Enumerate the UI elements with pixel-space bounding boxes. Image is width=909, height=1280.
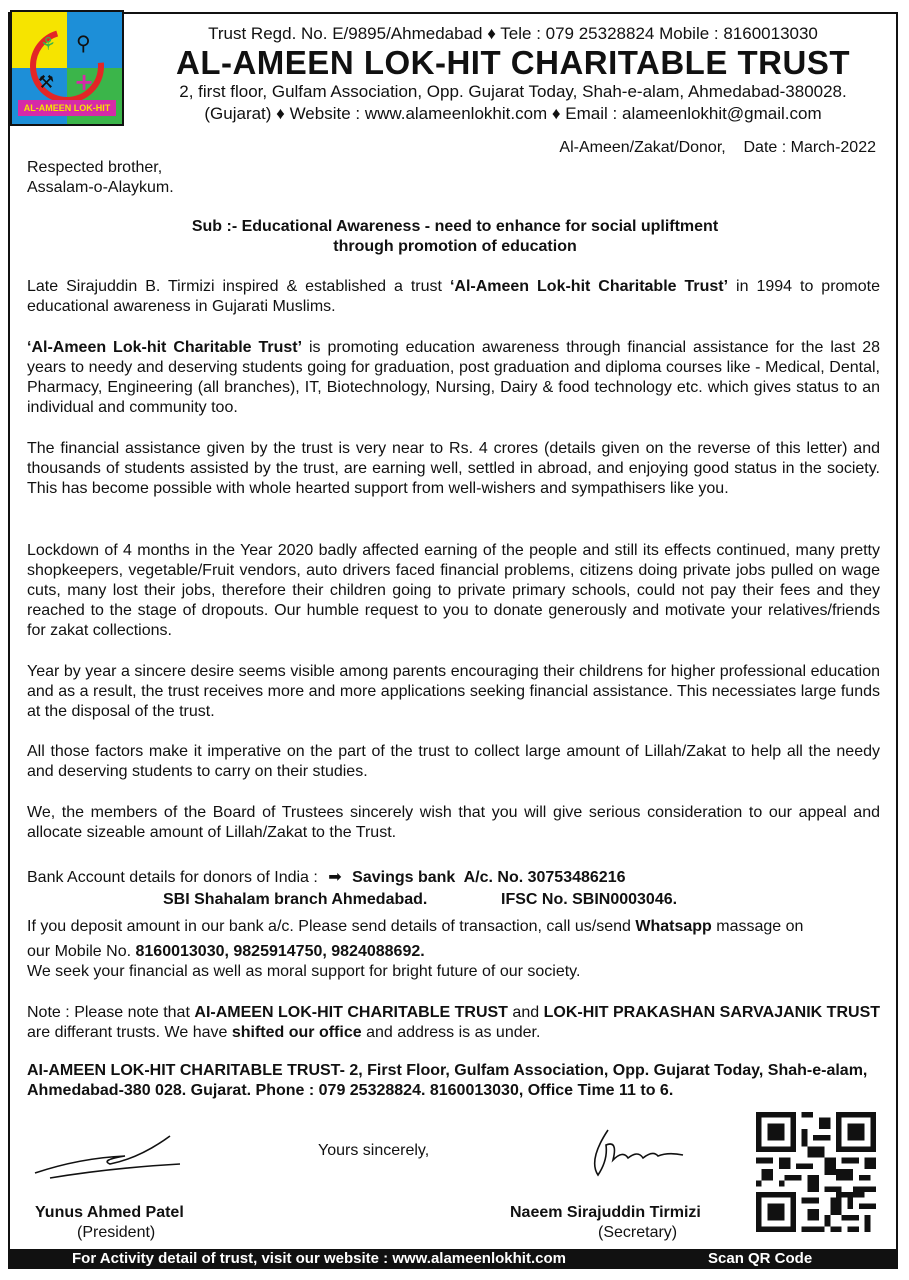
logo-text: AL-AMEEN LOK-HIT: [23, 103, 111, 113]
paragraph-4: Lockdown of 4 months in the Year 2020 badly affected earning of the people and still its effects continued, many pretty shopkeepers, vegetable/Fruit vendors, auto drivers faced financial problems, citizens doing private jobs pulled on wage cuts, many lost their jobs, therefore their children going to private primary schools, could not pay their fees and they reached to the stage of dropouts. Our humble request to you to donate generously and motivate your relatives/friends for zakat collections.: [27, 542, 880, 639]
deposit-text-b: massage on: [711, 918, 804, 935]
p1-text-b: in 1994 to promote educational awareness in Gujarati Muslims.: [27, 278, 881, 315]
paragraph-3: The financial assistance given by the trust is very near to Rs. 4 crores (details given on the reverse of this letter) and thousands of students assisted by the trust, are earning well, settled in abroad, and enjoying good status in the society. This has become possible with whole hearted support from well-wishers and sympathisers like you.: [27, 440, 880, 497]
note-shifted: shifted our office: [231, 1024, 362, 1041]
greeting: [27, 158, 174, 198]
president-name: Yunus Ahmed Patel: [35, 1204, 184, 1221]
paragraph-5: Year by year a sincere desire seems visible among parents encouraging their childrens for higher professional education and as a result, the trust receives more and more applications seeking financial assistance. This necessiates large funds at the disposal of the trust.: [27, 663, 880, 720]
note-a: Note : Please note that: [27, 1004, 195, 1021]
bank-details-line: [27, 867, 626, 887]
mobile-numbers: 8160013030, 9825914750, 9824088692.: [135, 943, 425, 960]
greeting-line-2: Assalam-o-Alaykum.: [27, 179, 174, 196]
svg-text:⚒: ⚒: [38, 72, 55, 93]
note-e: are differant trusts. We have: [27, 1024, 232, 1041]
footer-qr-text: Scan QR Code: [708, 1250, 813, 1267]
secretary-signature: [578, 1120, 688, 1190]
footer-bar: [8, 1249, 898, 1269]
p2-trust-name: ‘Al-Ameen Lok-hit Charitable Trust’: [27, 339, 303, 356]
whatsapp-label: Whatsapp: [635, 918, 712, 935]
reference-date: Al-Ameen/Zakat/Donor, Date : March-2022: [559, 139, 876, 156]
deposit-instruction: [27, 918, 803, 936]
secretary-role: (Secretary): [598, 1224, 678, 1241]
ifsc-code: IFSC No. SBIN0003046.: [501, 891, 678, 908]
support-line: We seek your financial as well as moral support for bright future of our society.: [27, 963, 581, 980]
president-role: (President): [77, 1224, 156, 1241]
trust-name-heading: AL-AMEEN LOK-HIT CHARITABLE TRUST: [176, 44, 850, 81]
closing-text: Yours sincerely,: [318, 1142, 430, 1159]
svg-text:⚲: ⚲: [76, 31, 91, 55]
svg-text:+: +: [74, 68, 95, 96]
subject-line-2: through promotion of education: [333, 238, 577, 255]
p2-text: is promoting education awareness through financial assistance for the last 28 years to needy and deserving students going for graduation, post graduation and diploma courses like - Medical, Dental, Pharmacy, Engineering (all branches), IT, Biotechnology, Nursing, Dairy & food technology etc. which gives status to an individual and community too.: [27, 339, 880, 416]
subject-line-1: Sub :- Educational Awareness - need to enhance for social upliftment: [191, 218, 719, 235]
trust-logo: [10, 10, 124, 126]
note-trust-2: LOK-HIT PRAKASHAN SARVAJANIK TRUST: [543, 1004, 881, 1021]
note-g: and address is as under.: [361, 1024, 541, 1041]
mobile-numbers-line: [27, 943, 425, 961]
greeting-line-1: Respected brother,: [27, 159, 163, 176]
office-address: AI-AMEEN LOK-HIT CHARITABLE TRUST- 2, First Floor, Gulfam Association, Opp. Gujarat Today, Shah-e-alam, Ahmedabad-380 028. Gujarat. Phone : 079 25328824. 8160013030, Office Time 11 to 6.: [27, 1062, 868, 1099]
deposit-text-a: If you deposit amount in our bank a/c. Please send details of transaction, call us/send: [27, 918, 636, 935]
paragraph-6: All those factors make it imperative on the part of the trust to collect large amount of Lillah/Zakat to help all the needy and deserving students to carry on their studies.: [27, 743, 880, 780]
contact-line: (Gujarat) ♦ Website : www.alameenlokhit.com ♦ Email : alameenlokhit@gmail.com: [204, 104, 822, 123]
mobile-label: our Mobile No.: [27, 943, 136, 960]
bank-label: Bank Account details for donors of India :: [27, 869, 318, 886]
address-line: 2, first floor, Gulfam Association, Opp. Gujarat Today, Shah-e-alam, Ahmedabad-380028.: [179, 82, 847, 101]
note-paragraph: [27, 1003, 880, 1043]
registration-line: Trust Regd. No. E/9895/Ahmedabad ♦ Tele : 079 25328824 Mobile : 8160013030: [208, 24, 818, 43]
subject: [40, 217, 870, 257]
p1-text-a: Late Sirajuddin B. Tirmizi inspired & established a trust: [27, 278, 450, 295]
paragraph-1: [27, 277, 880, 317]
account-number: Savings bank A/c. No. 30753486216: [352, 869, 626, 886]
qr-code: [756, 1112, 876, 1232]
paragraph-7: We, the members of the Board of Trustees sincerely wish that you will give serious consideration to our appeal and allocate sizeable amount of Lillah/Zakat to the Trust.: [27, 804, 880, 841]
arrow-icon: ➡: [328, 867, 342, 886]
svg-text:⚘: ⚘: [40, 34, 57, 55]
paragraph-2: [27, 338, 880, 418]
note-trust-1: AI-AMEEN LOK-HIT CHARITABLE TRUST: [194, 1004, 508, 1021]
bank-branch: SBI Shahalam branch Ahmedabad.: [163, 891, 428, 908]
note-c: and: [507, 1004, 544, 1021]
footer-website-text: For Activity detail of trust, visit our website : www.alameenlokhit.com: [72, 1250, 566, 1267]
secretary-name: Naeem Sirajuddin Tirmizi: [510, 1204, 701, 1221]
p1-trust-name: ‘Al-Ameen Lok-hit Charitable Trust’: [449, 278, 729, 295]
president-signature: [30, 1128, 190, 1188]
